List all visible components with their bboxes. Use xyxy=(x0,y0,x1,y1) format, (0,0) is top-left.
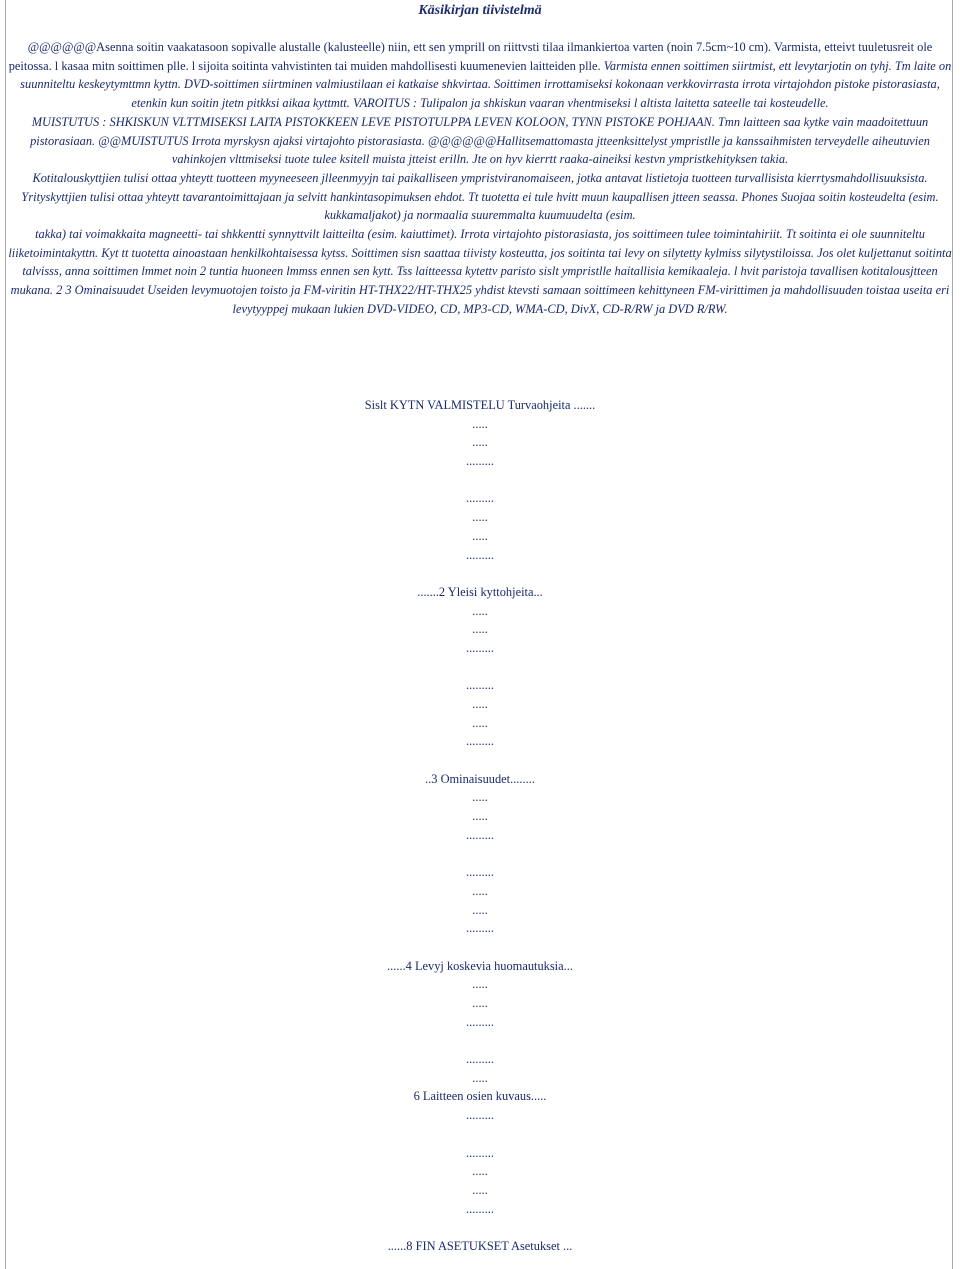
toc-line: ..... xyxy=(472,715,488,730)
toc-line: ..... xyxy=(472,622,488,637)
toc-line: ..... xyxy=(472,902,488,917)
toc-line: ......... xyxy=(466,640,494,655)
toc-line: ......... xyxy=(466,1052,494,1067)
toc-line: ......... xyxy=(466,734,494,749)
toc-line: ..3 Ominaisuudet........ xyxy=(425,771,535,786)
toc-line: ..... xyxy=(472,996,488,1010)
toc-line: ......... xyxy=(466,921,494,936)
toc-line: Sislt KYTN VALMISTELU Turvaohjeita ....... xyxy=(364,398,596,412)
toc-line: ..... xyxy=(472,416,488,431)
page-title: Käsikirjan tiivistelmä xyxy=(418,3,542,18)
paragraph-installation: @@@@@@Asenna soitin vaakatasoon sopivalle alustalle (kalusteelle) niin, ett sen ymprill on riittvsti tilaa ilmankiertoa varten (noin 7.5cm~10 cm). Varmista, etteivt tuuletusreit ole peitossa. l kasaa mitn soittimen plle. l sijoita soitinta vahvistinten tai muiden mahdollisesti kuumenevien laitteiden plle. Varmista ennen soittimen siirtmist, ett levytarjotin on tyhj. Tm laite on suunniteltu keskeytymttmn kyttn. DVD-soittimen siirtminen valmiustilaan ei katkaise shkvirtaa. Soittimen irrottamiseksi kokonaan verkkovirrasta irrota virtajohdon pistoke pistorasiasta, etenkin kun soitin jtetn pitkksi aikaa kyttmtt. VAROITUS : Tulipalon ja shkiskun vaaran vhentmiseksi l altista laitetta sateelle tai kosteudelle. xyxy=(8,40,952,111)
toc-line: ..... xyxy=(472,1070,488,1085)
toc-line: ......8 FIN ASETUKSET Asetukset ... xyxy=(387,1238,573,1253)
toc-spacer xyxy=(0,564,960,583)
toc-line: ..... xyxy=(472,1164,488,1179)
toc-line: ..... xyxy=(472,603,488,618)
toc-line: ......4 Levyj koskevia huomautuksia... xyxy=(387,958,573,973)
toc-line: ..... xyxy=(472,435,488,450)
toc-line: ......... xyxy=(466,454,494,469)
paragraph-recycling: Kotitalouskyttjien tulisi ottaa yhteytt tuotteen myyneeseen jlleenmyyjn tai paikalliseen ympristviranomaiseen, jotka antavat listietoja tuotteen turvallisista kierrtysmahdollisuuksista. Yrityskyttjien tulisi ottaa yhteytt tavarantoimittajaan ja selvitt hankintasopimuksen ehdot. Tt tuotetta ei tule hvitt muun kaupallisen jtteen seassa. Phones Suojaa soitin kosteudelta (esim. kukkamaljakot) ja normaalia suuremmalta kuumuudelta (esim. xyxy=(21,170,939,223)
toc-spacer xyxy=(0,1031,960,1050)
paragraph-caution: MUISTUTUS : SHKISKUN VLTTMISEKSI LAITA PISTOKKEEN LEVE PISTOTULPPA LEVEN KOLOON, TYNN PISTOKE POHJAAN. Tmn laitteen saa kytke vain maadoitettuun pistorasiaan. @@MUISTUTUS Irrota myrskysn ajaksi virtajohto pistorasiasta. @@@@@@Hallitsemattomasta jtteenksittelyst ympristlle ja kanssaihmisten terveydelle aiheutuvien vahinkojen vlttmiseksi tuote tulee ksitell muista jtteist erilln. Jte on hyv kierrtt raaka-aineiksi kestvn ympristkehityksen takia. xyxy=(30,114,930,167)
toc-spacer xyxy=(0,658,960,677)
toc-spacer xyxy=(0,1218,960,1237)
toc-line: ......... xyxy=(466,678,494,693)
toc-line: ..... xyxy=(472,697,488,711)
toc-line: ......... xyxy=(466,827,494,842)
toc-line: ..... xyxy=(472,977,488,992)
toc-line: ..... xyxy=(472,883,488,898)
toc-line: ......... xyxy=(466,1014,494,1029)
document-body xyxy=(8,38,952,319)
toc-spacer xyxy=(0,471,960,490)
table-of-contents xyxy=(0,396,960,1256)
toc-line: ..... xyxy=(472,1182,488,1197)
toc-spacer xyxy=(0,751,960,770)
toc-line: 6 Laitteen osien kuvaus..... xyxy=(413,1089,547,1104)
toc-line: ......... xyxy=(466,865,494,880)
paragraph-features: takka) tai voimakkaita magneetti- tai shkkentti synnyttvilt laitteilta (esim. kaiuttimet). Irrota virtajohto pistorasiasta, jos soittimeen tulee toimintahiriit. Tt soitinta ei ole suunniteltu liiketoimintakyttn. Kyt tt tuotetta ainoastaan henkilkohtaisessa kytss. Soittimen sisn saattaa tiivisty kosteutta, jos soitinta tai levy on silytetty kylmiss silytystiloissa. Jos olet kuljettanut soitinta talvisss, anna soittimen lmmet noin 2 tuntia huoneen lmmss ennen sen kytt. Tss laitteessa kytettv paristo sislt ympristlle haitallisia kemikaaleja. l hvit paristoja tavallisen kotitalousjtteen mukana. 2 3 Ominaisuudet Useiden levymuotojen toisto ja FM-viritin HT-THX22/HT-THX25 yhdist ktevsti samaan soittimeen kehittyneen FM-virittimen ja mahdollisuuden toistaa useita eri levytyyppej mukaan lukien DVD-VIDEO, CD, MP3-CD, WMA-CD, DivX, CD-R/RW ja DVD R/RW. xyxy=(8,227,952,316)
toc-line: ..... xyxy=(472,790,488,805)
toc-line: ......... xyxy=(466,1145,494,1160)
toc-line: ......... xyxy=(466,1108,494,1123)
toc-line: ..... xyxy=(472,528,488,543)
toc-spacer xyxy=(0,845,960,864)
toc-line: ......... xyxy=(466,1201,494,1216)
toc-spacer xyxy=(0,938,960,957)
toc-line: ..... xyxy=(472,809,488,824)
toc-line: ......... xyxy=(466,491,494,506)
toc-line: ......... xyxy=(466,547,494,562)
toc-line: ..... xyxy=(472,510,488,525)
toc-spacer xyxy=(0,1125,960,1144)
toc-line: .......2 Yleisi kyttohjeita... xyxy=(417,584,543,599)
